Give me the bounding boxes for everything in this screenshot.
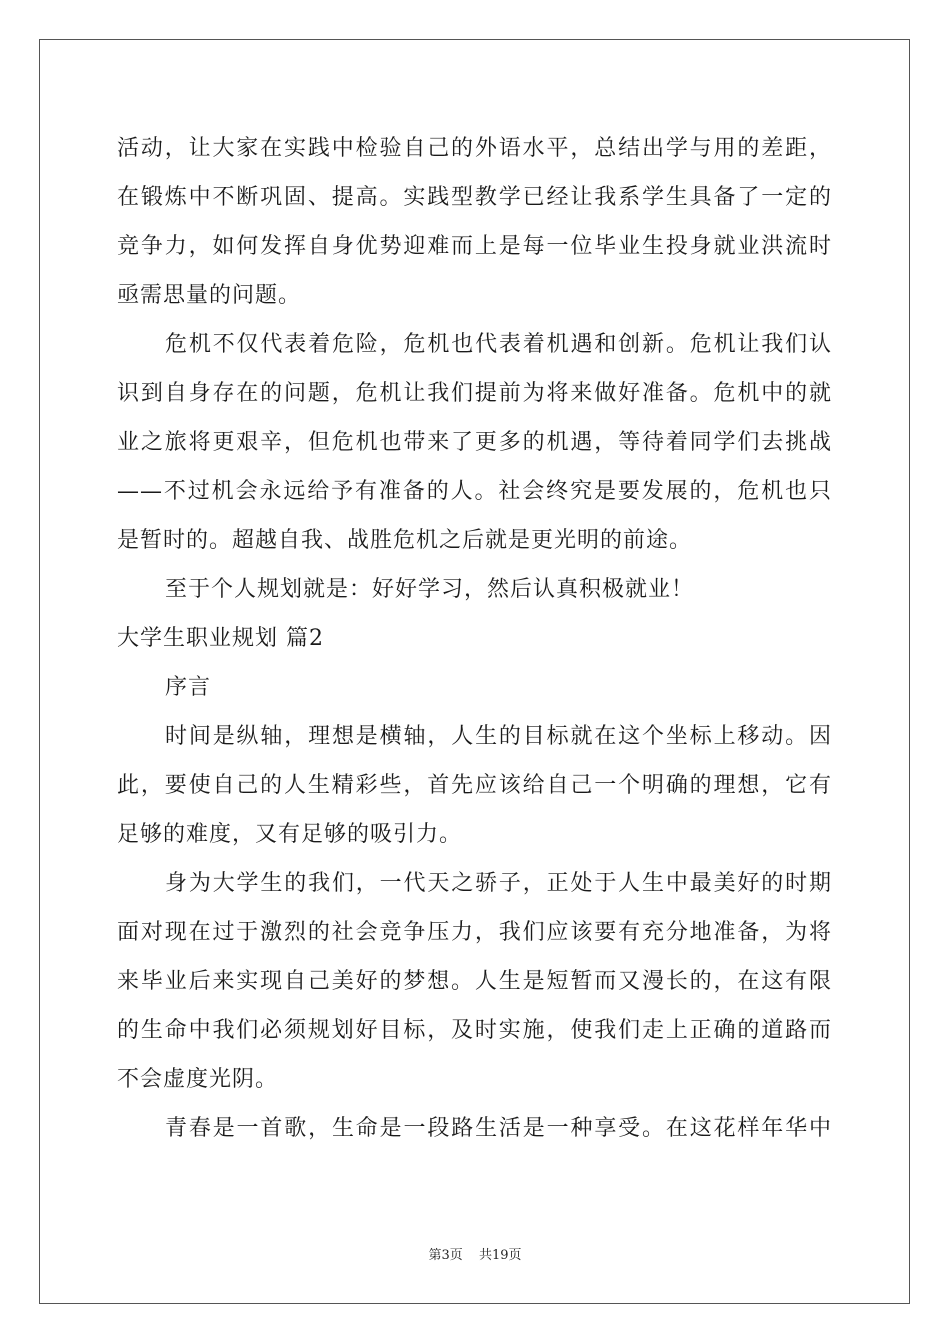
- body-line: 不会虚度光阴。: [117, 1067, 279, 1092]
- body-line: 来毕业后来实现自己美好的梦想。人生是短暂而又漫长的，在这有限: [117, 969, 832, 994]
- body-line: 在锻炼中不断巩固、提高。实践型教学已经让我系学生具备了一定的: [117, 185, 832, 210]
- body-line: 至于个人规划就是：好好学习，然后认真积极就业！: [165, 577, 695, 602]
- body-line: 亟需思量的问题。: [117, 283, 302, 308]
- body-line: 面对现在过于激烈的社会竞争压力，我们应该要有充分地准备，为将: [117, 920, 832, 945]
- body-line: 是暂时的。超越自我、战胜危机之后就是更光明的前途。: [117, 528, 693, 553]
- body-line: 的生命中我们必须规划好目标，及时实施，使我们走上正确的道路而: [117, 1018, 832, 1043]
- body-line: 危机不仅代表着危险，危机也代表着机遇和创新。危机让我们认: [165, 332, 832, 357]
- body-line: 活动，让大家在实践中检验自己的外语水平，总结出学与用的差距，: [117, 136, 832, 161]
- body-line: 时间是纵轴，理想是横轴，人生的目标就在这个坐标上移动。因: [165, 724, 832, 749]
- body-line: 此，要使自己的人生精彩些，首先应该给自己一个明确的理想，它有: [117, 773, 832, 798]
- body-line: 业之旅将更艰辛，但危机也带来了更多的机遇，等待着同学们去挑战: [117, 430, 832, 455]
- body-line: ——不过机会永远给予有准备的人。社会终究是要发展的，危机也只: [117, 479, 832, 504]
- body-line: 青春是一首歌，生命是一段路生活是一种享受。在这花样年华中: [165, 1116, 832, 1141]
- body-line: 足够的难度，又有足够的吸引力。: [117, 822, 463, 847]
- subheading-preface: 序言: [165, 675, 212, 700]
- body-line: 竞争力，如何发挥自身优势迎难而上是每一位毕业生投身就业洪流时: [117, 234, 832, 259]
- body-line: 身为大学生的我们，一代天之骄子，正处于人生中最美好的时期: [165, 871, 832, 896]
- page-footer: [0, 1244, 950, 1263]
- document-body: [117, 124, 832, 1153]
- body-line: 识到自身存在的问题，危机让我们提前为将来做好准备。危机中的就: [117, 381, 832, 406]
- page-number: 第3页: [428, 1248, 463, 1263]
- page-total: 共19页: [478, 1248, 522, 1263]
- section-heading: 大学生职业规划 篇2: [117, 626, 324, 651]
